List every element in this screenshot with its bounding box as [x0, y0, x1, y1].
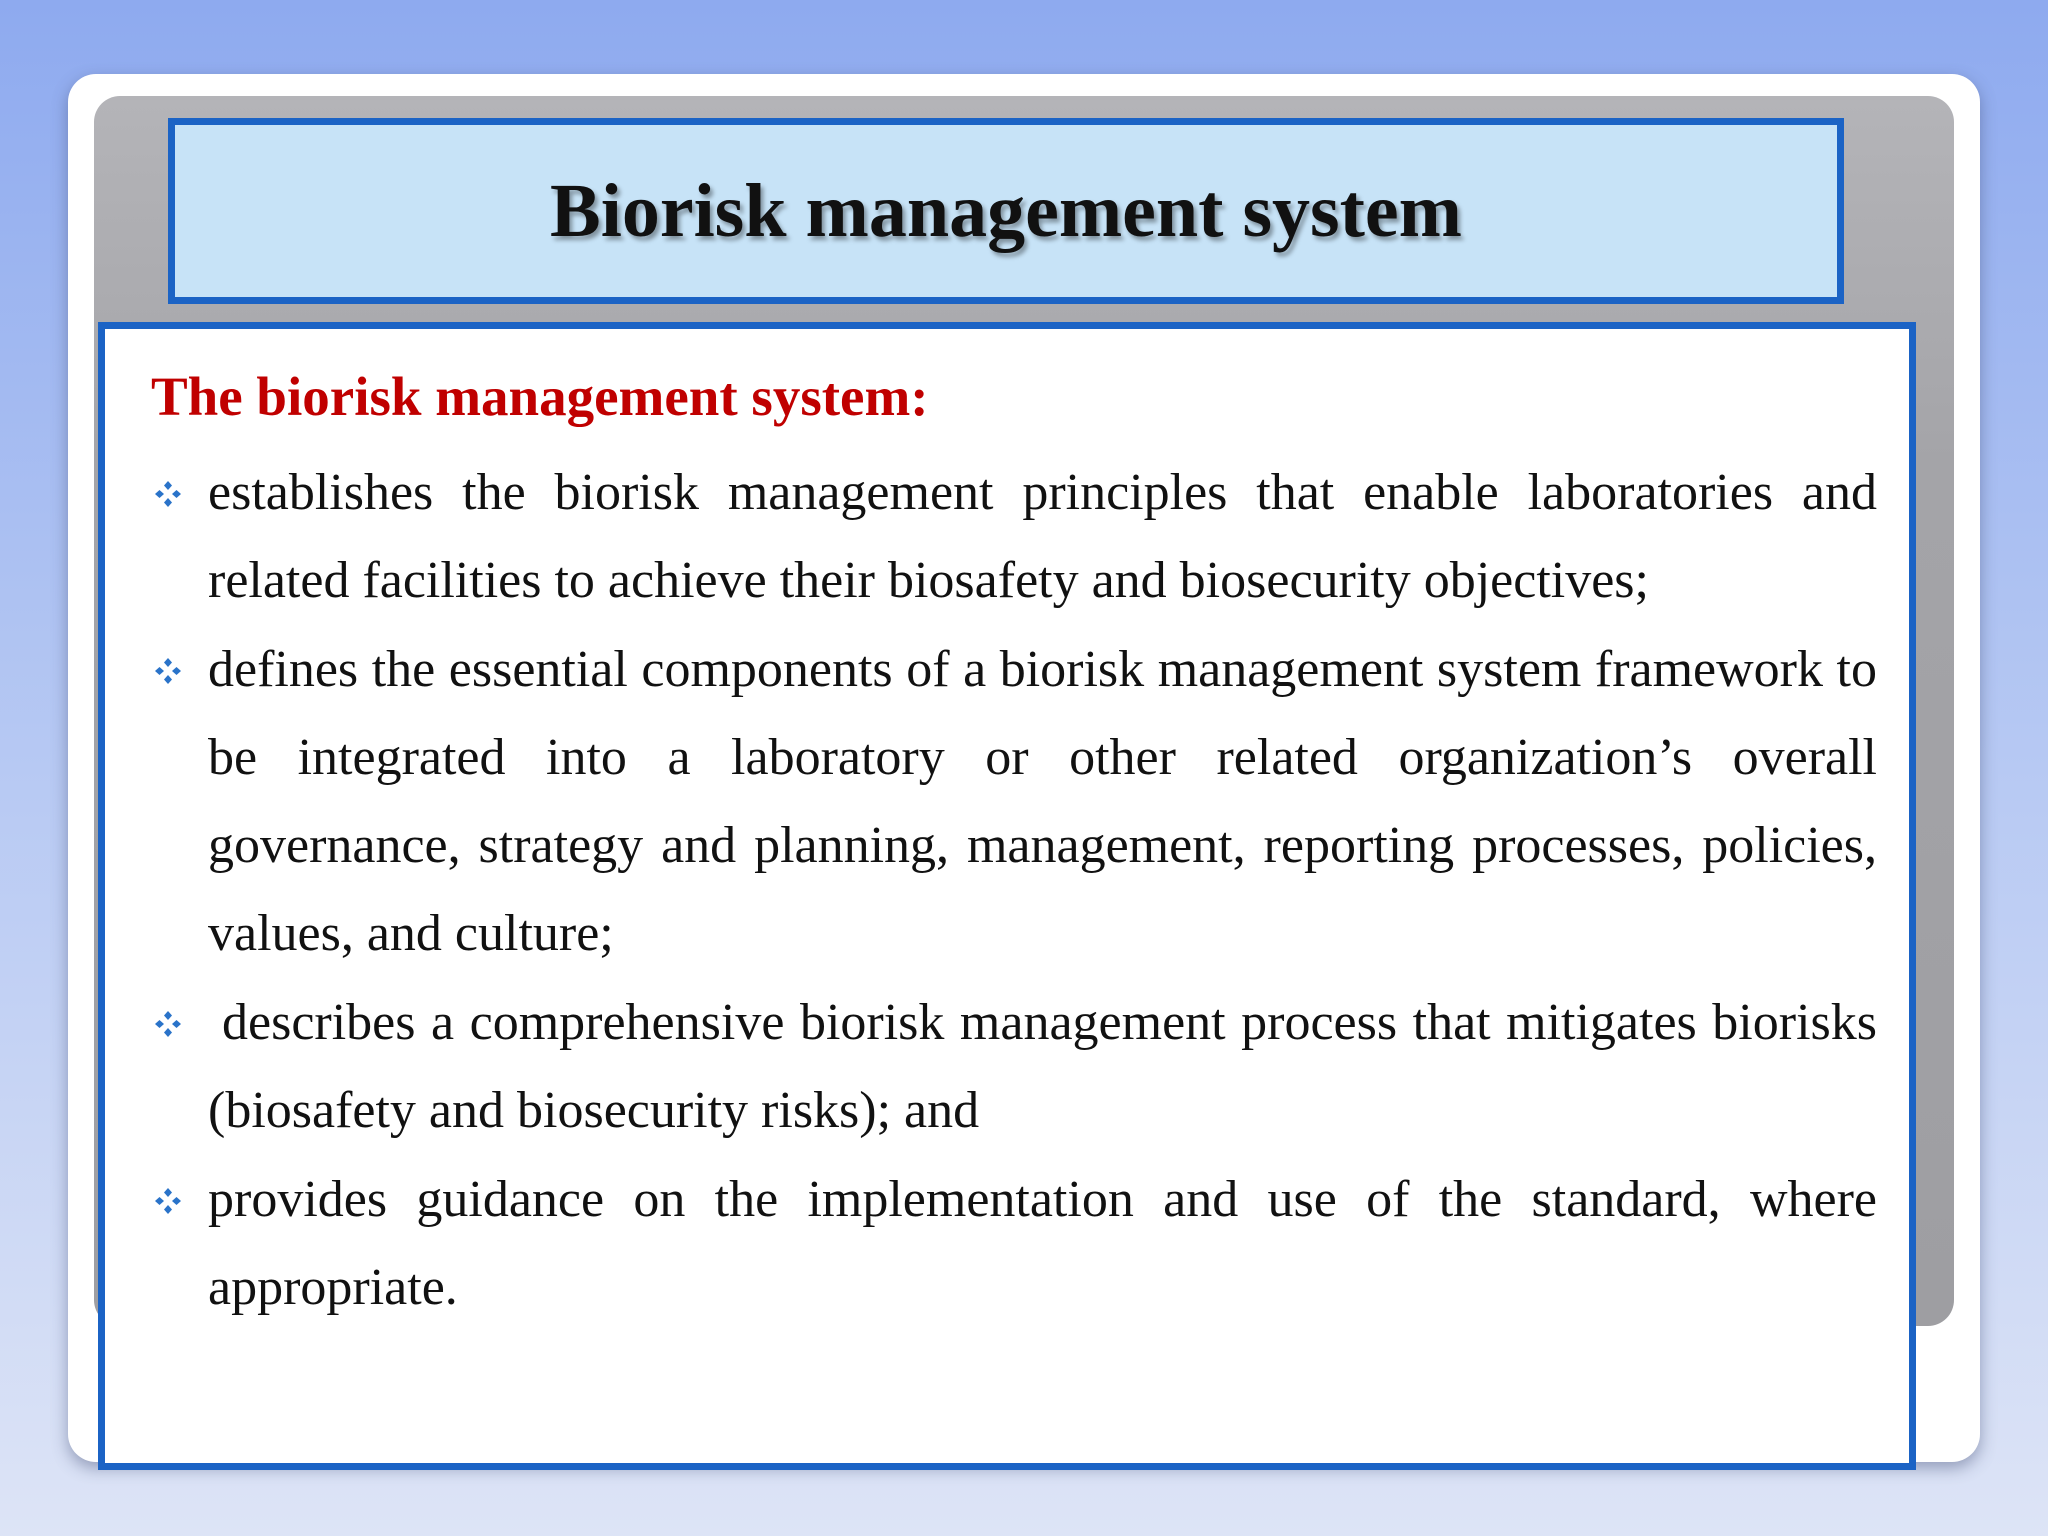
four-diamond-bullet-icon — [147, 626, 187, 714]
bullet-item — [147, 979, 1877, 1155]
four-diamond-bullet-icon — [147, 449, 187, 537]
bullet-item — [147, 626, 1877, 978]
four-diamond-bullet-icon — [147, 979, 187, 1067]
content-heading: The biorisk management system: — [151, 366, 929, 427]
title-banner — [168, 118, 1844, 304]
content-panel — [98, 322, 1916, 1470]
slide-title: Biorisk management system — [550, 168, 1462, 253]
bullet-text: describes a comprehensive biorisk management process that mitigates biorisks (biosafety and biosecurity risks); and — [208, 994, 1877, 1139]
bullet-text: provides guidance on the implementation and use of the standard, where appropriate. — [208, 1171, 1877, 1316]
four-diamond-bullet-icon — [147, 1156, 187, 1244]
bullet-item — [147, 449, 1877, 625]
bullet-text: defines the essential components of a biorisk management system framework to be integrated into a laboratory or other related organization’s overall governance, strategy and planning, management, reporting processes, policies, values, and culture; — [208, 641, 1877, 962]
bullet-list — [147, 449, 1877, 1333]
bullet-item — [147, 1156, 1877, 1332]
bullet-text: establishes the biorisk management principles that enable laboratories and related facilities to achieve their biosafety and biosecurity objectives; — [208, 464, 1877, 609]
